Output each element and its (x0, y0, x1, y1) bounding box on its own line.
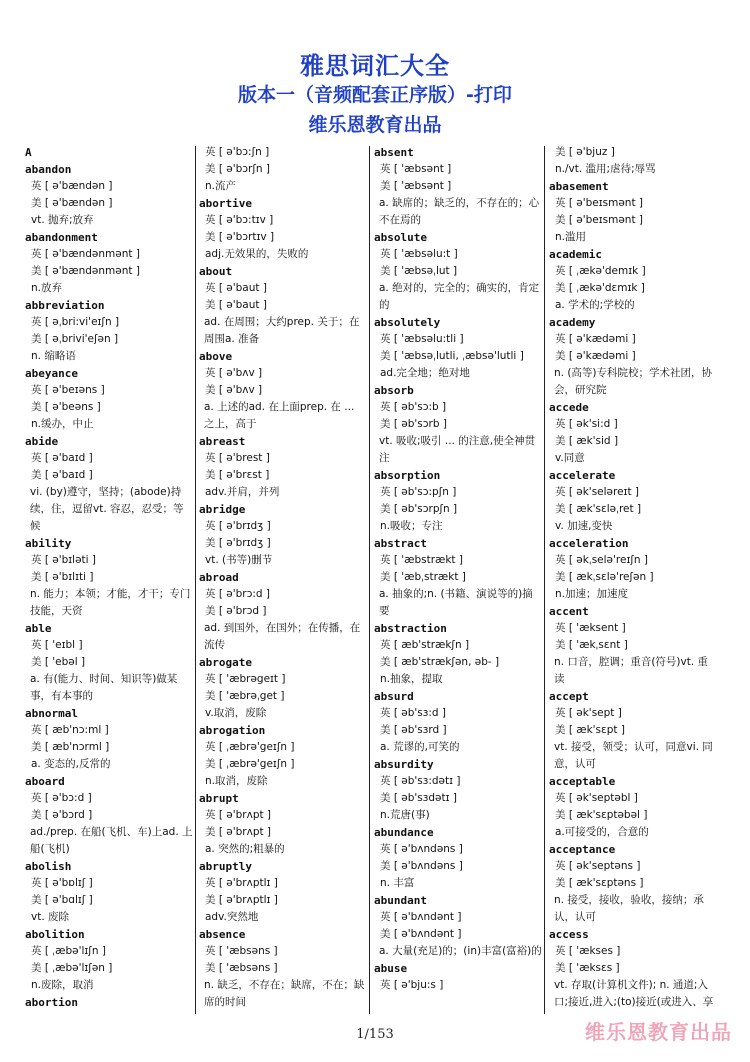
column-divider (369, 146, 370, 1014)
headword: abstraction (374, 622, 447, 635)
headword: accent (549, 605, 589, 618)
headword: above (199, 350, 233, 363)
entry-line: 美 [ ə'brʌpt ] (205, 826, 272, 838)
headword: abasement (549, 180, 609, 193)
entry-line: 美 [ ə'brɪdʒ ] (205, 537, 271, 549)
definition: ad./prep. 在船(飞机、车)上ad. 上船(飞机) (30, 826, 193, 855)
entry-line: 美 [ ˌæbrə'geɪʃn ] (205, 758, 295, 770)
entry-line: a.可接受的，合意的 (555, 826, 649, 838)
entry-line: 美 [ ə'beɪsmənt ] (555, 214, 644, 226)
entry-line: n.废除，取消 (31, 979, 94, 991)
headword: abreast (199, 435, 246, 448)
entry-line: 英 [ ə'brʌpt ] (205, 809, 272, 821)
definition: a. 抽象的;n. (书籍、演说等的)摘要 (379, 588, 533, 617)
entry-line: 美 [ æk'sɛptəns ] (555, 877, 644, 889)
entry-line: 英 [ ə'bʌv ] (205, 367, 263, 379)
headword: abundance (374, 826, 434, 839)
headword: able (25, 622, 52, 635)
entry-line: 英 [ 'æbsənt ] (380, 163, 452, 175)
definition: a. 上述的ad. 在上面prep. 在 ... 之上，高于 (204, 401, 355, 430)
entry-line: n.荒唐(事) (380, 809, 430, 821)
entry-line: 美 [ ə'brʌptlɪ ] (205, 894, 278, 906)
entry-line: n.加速；加速度 (555, 588, 628, 600)
entry-line: 英 [ ə'bɔ:tɪv ] (205, 214, 274, 226)
headword: absorb (374, 384, 414, 397)
entry-line: 英 [ ə'brɪdʒ ] (205, 520, 271, 532)
entry-line: 美 [ ə'bʌv ] (205, 384, 263, 396)
entry-line: v.取消，废除 (205, 707, 267, 719)
entry-line: 美 [ ə'bʌndənt ] (380, 928, 462, 940)
definition: vt. 吸收;吸引 ... 的注意,使全神贯注 (379, 435, 536, 464)
column-2 (199, 144, 367, 1016)
definition: vt. 接受，领受；认可，同意vi. 同意，认可 (554, 741, 713, 770)
entry-line: 美 [ ə'bʌndəns ] (380, 860, 463, 872)
entry-line: 英 [ ə'brest ] (205, 452, 270, 464)
document-title: 雅思词汇大全 (300, 52, 450, 80)
definition: a. 缺席的；缺乏的，不存在的；心不在焉的 (379, 197, 540, 226)
entry-line: 英 [ əb'sɔ:pʃn ] (380, 486, 457, 498)
entry-line: 美 [ ə'bɔrʃn ] (205, 163, 270, 175)
entry-line: 美 [ ə'bændən ] (31, 197, 113, 209)
entry-line: 英 [ ə'brʌptlɪ ] (205, 877, 278, 889)
headword: abrogate (199, 656, 252, 669)
headword: acceptable (549, 775, 616, 788)
entry-line: 美 [ 'æksɛs ] (555, 962, 620, 974)
entry-line: 美 [ əb'sɜrd ] (380, 724, 447, 736)
entry-line: n.取消，废除 (205, 775, 268, 787)
entry-line: 英 [ ə'bɪləti ] (31, 554, 97, 566)
headword: aboard (25, 775, 65, 788)
vocabulary-columns (22, 144, 728, 1016)
entry-line: 英 [ əb'sɔ:b ] (380, 401, 447, 413)
headword: abstract (374, 537, 427, 550)
headword: abuse (374, 962, 408, 975)
headword: abrogation (199, 724, 266, 737)
entry-line: vt. (书等)删节 (205, 554, 273, 566)
headword: absorption (374, 469, 441, 482)
entry-line: 美 [ æb'strækʃən, əb- ] (380, 656, 500, 668)
entry-line: adj.无效果的，失败的 (205, 248, 309, 260)
entry-line: 英 [ 'æbstrækt ] (380, 554, 463, 566)
entry-line: 美 [ ə'bɔrtɪv ] (205, 231, 275, 243)
headword: academy (549, 316, 596, 329)
headword: abandonment (25, 231, 98, 244)
entry-line: vt. 抛弃;放弃 (31, 214, 94, 226)
entry-line: 英 [ 'æbrəgeɪt ] (205, 673, 286, 685)
headword: abbreviation (25, 299, 105, 312)
entry-line: 美 [ 'æbˌstrækt ] (380, 571, 466, 583)
entry-line: 英 [ əb'sɜ:dətɪ ] (380, 775, 461, 787)
entry-line: 英 [ ə'bɒlɪʃ ] (31, 877, 93, 889)
entry-line: 美 [ 'æbsəns ] (205, 962, 278, 974)
headword: abundant (374, 894, 427, 907)
headword: abnormal (25, 707, 78, 720)
entry-line: 英 [ ək'sept ] (555, 707, 622, 719)
document-subtitle: 版本一（音频配套正序版）-打印 (238, 84, 512, 106)
entry-line: 英 [ ˌæbrə'geɪʃn ] (205, 741, 295, 753)
entry-line: 美 [ ə'kædəmi ] (555, 350, 636, 362)
entry-line: 美 [ əb'sɜdətɪ ] (380, 792, 457, 804)
entry-line: 美 [ ə'bɑlɪʃ ] (31, 894, 93, 906)
entry-line: 美 [ 'æbsəˌlutli, ˌæbsə'lutli ] (380, 350, 524, 362)
headword: absolute (374, 231, 427, 244)
entry-line: 美 [ ə'baɪd ] (31, 469, 93, 481)
headword: abolition (25, 928, 85, 941)
watermark-logo: 维乐恩教育出品 (585, 1020, 732, 1044)
entry-line: 英 [ 'æbsəlu:tli ] (380, 333, 464, 345)
entry-line: 美 [ 'æbsəˌlut ] (380, 265, 458, 277)
entry-line: v.同意 (555, 452, 585, 464)
entry-line: 美 [ ə'bjuz ] (555, 146, 615, 158)
headword: abridge (199, 503, 246, 516)
headword: accede (549, 401, 589, 414)
entry-line: 英 [ æb'strækʃn ] (380, 639, 470, 651)
column-divider (544, 146, 545, 1014)
entry-line: 英 [ ə'beɪsmənt ] (555, 197, 644, 209)
entry-line: n.缓办，中止 (31, 418, 94, 430)
headword: abroad (199, 571, 239, 584)
definition: a. 有(能力、时间、知识等)做某事，有本事的 (30, 673, 178, 702)
entry-line: adv.并肩，并列 (205, 486, 280, 498)
entry-line: 美 [ ə'brɔd ] (205, 605, 267, 617)
entry-line: 美 [ ˌæbə'lɪʃən ] (31, 962, 113, 974)
entry-line: vt. 废除 (31, 911, 70, 923)
headword: accelerate (549, 469, 616, 482)
entry-line: 美 [ ə'bændənmənt ] (31, 265, 140, 277)
entry-line: 美 [ ˌækə'dɛmɪk ] (555, 282, 645, 294)
definition: vt. 存取(计算机文件); n. 通道;入口;接近,进入;(to)接近(或进入、享 (554, 979, 714, 1008)
entry-line: a. 学术的;学校的 (555, 299, 635, 311)
headword: A (25, 146, 32, 159)
entry-line: 英 [ ə'bændən ] (31, 180, 113, 192)
definition: n. (高等)专科院校；学术社团，协会，研究院 (554, 367, 713, 396)
entry-line: n.流产 (205, 180, 236, 192)
entry-line: n. 缩略语 (31, 350, 76, 362)
headword: absurdity (374, 758, 434, 771)
entry-line: a. 变态的,反常的 (31, 758, 111, 770)
entry-line: 美 [ æk'sɛptəbəl ] (555, 809, 648, 821)
entry-line: n.放弃 (31, 282, 62, 294)
entry-line: 美 [ æk'sɛləˌret ] (555, 503, 642, 515)
entry-line: 美 [ əˌbrivi'eʃən ] (31, 333, 119, 345)
entry-line: 美 [ 'ækˌsɛnt ] (555, 639, 628, 651)
entry-line: 英 [ ə'bju:s ] (380, 979, 444, 991)
entry-line: 英 [ 'æbsəlu:t ] (380, 248, 458, 260)
column-3 (374, 144, 542, 1016)
entry-line: 美 [ ə'baut ] (205, 299, 267, 311)
column-divider (195, 146, 196, 1014)
headword: academic (549, 248, 602, 261)
headword: accept (549, 690, 589, 703)
entry-line: 英 [ ə'bɔ:d ] (31, 792, 92, 804)
entry-line: n. 丰富 (380, 877, 415, 889)
headword: abortion (25, 996, 78, 1009)
entry-line: 美 [ æk'sɛpt ] (555, 724, 625, 736)
headword: about (199, 265, 233, 278)
headword: abandon (25, 163, 72, 176)
column-4 (549, 144, 717, 1016)
headword: acceleration (549, 537, 629, 550)
entry-line: 美 [ əb'sɔrpʃn ] (380, 503, 458, 515)
entry-line: 英 [ ˌækə'demɪk ] (555, 265, 646, 277)
entry-line: 美 [ 'æbsənt ] (380, 180, 452, 192)
entry-line: 英 [ ə'brɔ:d ] (205, 588, 271, 600)
entry-line: 英 [ 'æbsəns ] (205, 945, 278, 957)
entry-line: 英 [ əˌbri:vi'eɪʃn ] (31, 316, 120, 328)
definition: n. 缺乏，不存在；缺席，不在；缺席的时间 (204, 979, 365, 1008)
column-1 (25, 144, 193, 1016)
document-publisher: 维乐恩教育出品 (308, 114, 442, 136)
entry-line: n./vt. 滥用;虐待;辱骂 (555, 163, 656, 175)
definition: n. 接受，接收，验收，接纳；承认，认可 (554, 894, 704, 923)
definition: a. 大量(充足)的；(in)丰富(富裕)的 (379, 945, 542, 957)
definition: n. 能力；本领；才能，才干；专门技能，天资 (30, 588, 191, 617)
entry-line: 英 [ əb'sɜ:d ] (380, 707, 446, 719)
entry-line: 英 [ ˌæbə'lɪʃn ] (31, 945, 106, 957)
entry-line: n.抽象，提取 (380, 673, 443, 685)
definition: ad. 到国外，在国外；在传播，在流传 (204, 622, 361, 651)
entry-line: 美 [ 'ebəl ] (31, 656, 86, 668)
entry-line: 美 [ ə'bɔrd ] (31, 809, 93, 821)
entry-line: 美 [ əb'sɔrb ] (380, 418, 447, 430)
entry-line: 英 [ ək'septəbl ] (555, 792, 638, 804)
entry-line: 英 [ ə'bændənmənt ] (31, 248, 140, 260)
headword: access (549, 928, 589, 941)
entry-line: a. 突然的;粗暴的 (205, 843, 285, 855)
entry-line: 英 [ ək'seləreɪt ] (555, 486, 640, 498)
entry-line: 美 [ æk'sid ] (555, 435, 619, 447)
entry-line: 英 [ ə'bʌndənt ] (380, 911, 462, 923)
entry-line: adv.突然地 (205, 911, 259, 923)
entry-line: 英 [ 'æksent ] (555, 622, 626, 634)
headword: absolutely (374, 316, 441, 329)
entry-line: 英 [ ə'bɔ:ʃn ] (205, 146, 270, 158)
entry-line: 英 [ ə'kædəmi ] (555, 333, 636, 345)
headword: abolish (25, 860, 72, 873)
entry-line: 英 [ 'eɪbl ] (31, 639, 83, 651)
entry-line: 美 [ 'æbrəˌget ] (205, 690, 285, 702)
entry-line: 英 [ əkˌselə'reɪʃn ] (555, 554, 648, 566)
entry-line: n.吸收；专注 (380, 520, 443, 532)
entry-line: 美 [ æb'nɔrml ] (31, 741, 110, 753)
entry-line: v. 加速,变快 (555, 520, 613, 532)
entry-line: 英 [ ə'baɪd ] (31, 452, 93, 464)
definition: a. 绝对的，完全的；确实的，肯定的 (379, 282, 540, 311)
headword: abortive (199, 197, 252, 210)
headword: acceptance (549, 843, 616, 856)
headword: abeyance (25, 367, 78, 380)
entry-line: 美 [ ə'beəns ] (31, 401, 101, 413)
entry-line: 美 [ ə'bɪlɪti ] (31, 571, 94, 583)
entry-line: 美 [ ækˌsɛlə'reʃən ] (555, 571, 654, 583)
page-number: 1/153 (356, 1027, 394, 1042)
entry-line: 英 [ ək'si:d ] (555, 418, 618, 430)
entry-line: 英 [ ə'beɪəns ] (31, 384, 105, 396)
entry-line: 英 [ ə'bʌndəns ] (380, 843, 463, 855)
definition: ad. 在周围；大约prep. 关于；在周围a. 准备 (204, 316, 360, 345)
headword: absence (199, 928, 246, 941)
entry-line: 英 [ ək'septəns ] (555, 860, 641, 872)
entry-line: 英 [ 'ækses ] (555, 945, 621, 957)
definition: n. 口音，腔调；重音(符号)vt. 重读 (554, 656, 709, 685)
definition: vi. (by)遵守，坚持；(abode)持续，住，逗留vt. 容忍，忍受；等候 (30, 486, 184, 532)
headword: ability (25, 537, 72, 550)
entry-line: a. 荒谬的,可笑的 (380, 741, 460, 753)
headword: absurd (374, 690, 414, 703)
entry-line: 英 [ ə'baut ] (205, 282, 267, 294)
entry-line: 美 [ ə'brɛst ] (205, 469, 270, 481)
headword: absent (374, 146, 414, 159)
headword: abruptly (199, 860, 252, 873)
entry-line: 英 [ æb'nɔ:ml ] (31, 724, 109, 736)
headword: abrupt (199, 792, 239, 805)
entry-line: ad.完全地；绝对地 (380, 367, 470, 379)
headword: abide (25, 435, 59, 448)
entry-line: n.滥用 (555, 231, 586, 243)
